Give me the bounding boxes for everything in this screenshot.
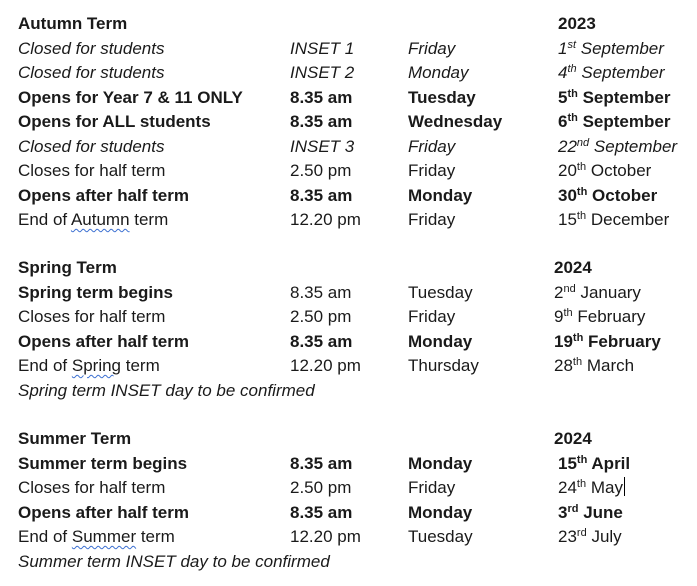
event-time: 12.20 pm xyxy=(290,527,361,546)
event-date: 23rd July xyxy=(558,527,622,546)
event-description: Summer term begins xyxy=(18,453,188,473)
table-row xyxy=(0,452,697,477)
event-description: Opens after half term xyxy=(18,331,189,351)
event-date: 19th February xyxy=(554,331,661,351)
event-description: End of Autumn term xyxy=(18,210,169,229)
summer-term-section xyxy=(0,427,697,574)
event-description: End of Spring term xyxy=(18,356,160,375)
event-time: 8.35 am xyxy=(290,502,353,522)
inset-note xyxy=(0,379,697,404)
table-row xyxy=(0,305,697,330)
event-time: INSET 1 xyxy=(290,38,355,58)
spring-term-section xyxy=(0,256,697,403)
table-row xyxy=(0,37,697,62)
table-row xyxy=(0,159,697,184)
event-day: Friday xyxy=(408,161,456,180)
summer-term-header xyxy=(0,427,697,452)
inset-note-text: Summer term INSET day to be confirmed xyxy=(18,551,330,571)
event-date: 30th October xyxy=(558,185,658,205)
event-day: Tuesday xyxy=(408,282,473,302)
event-day: Thursday xyxy=(408,356,479,375)
term-heading: Spring Term xyxy=(18,258,117,277)
event-day: Friday xyxy=(408,307,456,326)
spring-term-header xyxy=(0,256,697,281)
event-date: 5th September xyxy=(558,87,671,107)
autumn-term-header xyxy=(0,12,697,37)
event-time: INSET 2 xyxy=(290,63,355,82)
event-time: 12.20 pm xyxy=(290,210,361,229)
event-time: 8.35 am xyxy=(290,112,353,131)
event-time: INSET 3 xyxy=(290,136,355,156)
event-day: Monday xyxy=(408,185,473,205)
event-date: 22nd September xyxy=(558,136,678,156)
event-time: 8.35 am xyxy=(290,185,353,205)
event-day: Monday xyxy=(408,502,473,522)
event-day: Friday xyxy=(408,478,456,497)
table-row xyxy=(0,86,697,111)
event-description: Closed for students xyxy=(18,136,165,156)
event-day: Tuesday xyxy=(408,87,476,107)
table-row xyxy=(0,61,697,86)
event-date: 2nd January xyxy=(554,282,641,302)
event-date: 6th September xyxy=(558,112,671,131)
event-day: Monday xyxy=(408,331,473,351)
term-year: 2024 xyxy=(554,429,592,448)
event-time: 8.35 am xyxy=(290,282,352,302)
table-row xyxy=(0,476,697,501)
table-row xyxy=(0,135,697,160)
event-time: 2.50 pm xyxy=(290,161,352,180)
event-description: Closes for half term xyxy=(18,161,166,180)
event-description: Opens after half term xyxy=(18,185,189,205)
term-heading: Autumn Term xyxy=(18,14,128,33)
table-row xyxy=(0,184,697,209)
event-day: Friday xyxy=(408,210,456,229)
term-heading: Summer Term xyxy=(18,429,132,448)
inset-note xyxy=(0,550,697,575)
inset-note-text: Spring term INSET day to be confirmed xyxy=(18,380,315,400)
event-date: 15th April xyxy=(558,453,631,473)
event-time: 8.35 am xyxy=(290,331,353,351)
event-description: Opens after half term xyxy=(18,502,189,522)
event-description: Closes for half term xyxy=(18,478,166,497)
table-row xyxy=(0,525,697,550)
table-row xyxy=(0,281,697,306)
event-time: 12.20 pm xyxy=(290,356,361,375)
event-date: 9th February xyxy=(554,307,646,326)
text-cursor xyxy=(624,477,625,496)
event-time: 8.35 am xyxy=(290,453,353,473)
table-row xyxy=(0,354,697,379)
table-row xyxy=(0,208,697,233)
event-date: 15th December xyxy=(558,210,670,229)
event-description: Spring term begins xyxy=(18,282,173,302)
table-row xyxy=(0,110,697,135)
event-day: Tuesday xyxy=(408,527,473,546)
autumn-term-section xyxy=(0,12,697,233)
event-description: Closes for half term xyxy=(18,307,166,326)
event-date: 1st September xyxy=(558,38,664,58)
table-row xyxy=(0,501,697,526)
event-date: 4th September xyxy=(558,63,665,82)
event-day: Monday xyxy=(408,63,469,82)
event-date: 20th October xyxy=(558,161,652,180)
event-description: End of Summer term xyxy=(18,527,175,546)
event-day: Wednesday xyxy=(408,112,503,131)
table-row xyxy=(0,330,697,355)
event-description: Opens for Year 7 & 11 ONLY xyxy=(18,87,243,107)
event-time: 2.50 pm xyxy=(290,307,352,326)
event-description: Closed for students xyxy=(18,38,165,58)
event-day: Friday xyxy=(408,38,456,58)
event-time: 8.35 am xyxy=(290,87,353,107)
event-date: 28th March xyxy=(554,356,635,375)
event-day: Monday xyxy=(408,453,473,473)
event-description: Closed for students xyxy=(18,63,165,82)
term-year: 2023 xyxy=(558,14,596,33)
term-year: 2024 xyxy=(554,258,592,277)
event-date: 3rd June xyxy=(558,502,623,522)
event-day: Friday xyxy=(408,136,456,156)
event-description: Opens for ALL students xyxy=(18,112,211,131)
event-date[interactable]: 24th May xyxy=(558,478,623,497)
event-time: 2.50 pm xyxy=(290,478,352,497)
